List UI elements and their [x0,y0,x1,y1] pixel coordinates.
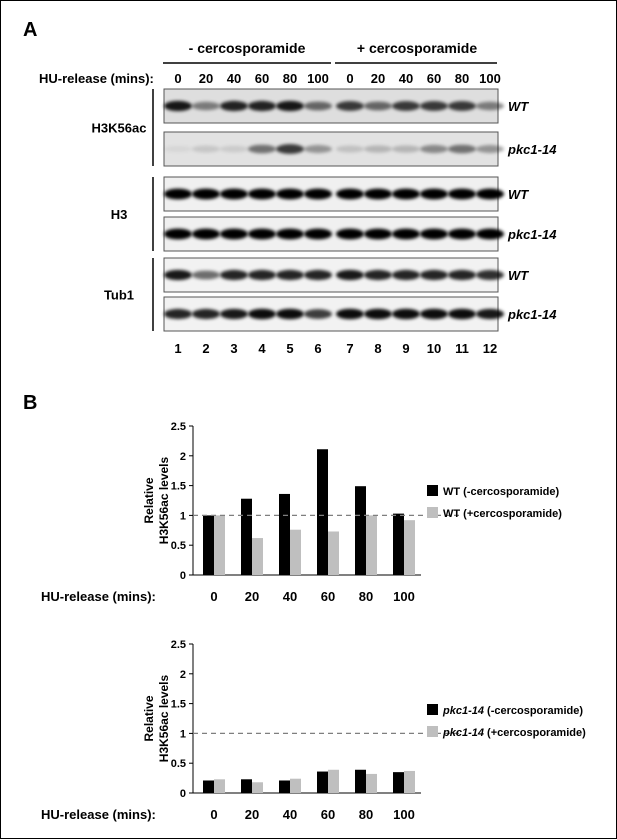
bar [279,780,290,793]
x-tick-label: 40 [282,807,298,822]
blot-band [304,309,332,319]
strain-label: pkc1-14 [508,307,557,322]
bar [328,531,339,575]
blot-band [192,271,220,280]
blot-band [336,101,364,111]
blot-band [476,145,504,153]
x-tick-label: 60 [320,589,336,604]
panel-a-label: A [23,19,38,41]
legend-condition: (+cercosporamide) [460,508,562,520]
y-tick-label: 0 [179,788,186,800]
time-label: 100 [479,71,501,86]
blot-band [304,270,332,280]
strain-label: pkc1-14 [508,142,557,157]
lane-number: 10 [426,341,442,356]
legend-condition: (+cercosporamide) [483,727,586,739]
blot-band [336,145,364,152]
legend-entry [442,727,586,739]
bar-chart [41,639,586,822]
blot-band [420,145,448,153]
legend-condition: (-cercosporamide) [483,705,584,717]
blot-band [304,102,332,111]
blot-group-label: Tub1 [103,287,135,303]
blot-band [420,229,448,240]
blot-band [392,101,420,111]
bar [366,515,377,575]
blot-band [276,229,304,240]
y-tick-label: 2 [179,668,186,681]
bar [366,774,377,793]
time-label: 0 [174,71,182,86]
blot-band [220,229,248,240]
minus-cercosporamide-header: - cercosporamide [188,40,306,56]
bar [203,515,214,575]
blot-band [248,145,276,154]
strain-label: WT [508,187,529,202]
blot-band [420,101,448,111]
legend-strain: pkc1-14 [443,705,484,717]
x-axis-label: HU-release (mins): [41,807,156,822]
bar [290,779,301,793]
panel-b-label: B [23,392,38,414]
y-axis-label-line2: H3K56ac levels [157,456,171,545]
plus-cercosporamide-header: + cercosporamide [356,40,478,56]
blot-band [448,189,476,200]
figure-canvas [1,1,617,840]
y-tick-label: 2 [179,450,186,463]
lane-number: 11 [455,341,469,356]
blot-band [220,309,248,319]
bar [290,530,301,575]
y-tick-label: 1.5 [170,480,186,493]
blot-band [420,270,448,280]
legend-entry [442,705,583,717]
blot-band [276,101,304,111]
x-axis-label: HU-release (mins): [41,589,156,604]
bar [404,771,415,793]
y-axis-label-line1: Relative [142,477,156,524]
x-tick-label: 40 [282,589,298,604]
blot-band [448,309,476,320]
y-axis-label [142,674,171,762]
blot-band [304,145,332,153]
blot-band [164,146,192,153]
blot-band [336,229,364,240]
x-tick-label: 80 [358,807,374,822]
blot-band [248,309,276,320]
strain-label: pkc1-14 [508,227,557,242]
bar [241,779,252,793]
blot-band [364,270,392,280]
bar [279,494,290,575]
blot-band [192,146,220,153]
blot-band [164,270,192,280]
time-label: 100 [307,71,329,86]
blot-band [304,229,332,240]
bar [355,770,366,793]
time-label: 40 [398,71,414,86]
blot-band [448,101,476,111]
time-label: 60 [254,71,270,86]
legend-strain: WT [443,508,461,520]
bar [203,780,214,793]
lane-number: 9 [402,341,410,356]
lane-number: 8 [374,341,382,356]
blot-band [364,189,392,200]
x-tick-label: 100 [393,589,415,604]
bar-chart [41,421,562,604]
legend-swatch [427,485,438,496]
time-label: 60 [426,71,442,86]
bar [404,520,415,575]
blot-band [164,189,192,200]
time-label: 80 [282,71,298,86]
strain-label: WT [508,268,529,283]
y-axis-label-line2: H3K56ac levels [157,674,171,763]
time-label: 0 [346,71,354,86]
y-tick-label: 0.5 [170,540,186,553]
bar [317,772,328,793]
x-tick-label: 20 [244,589,260,604]
bar [214,515,225,575]
blot-band [164,229,192,240]
bar [328,770,339,793]
blot-band [220,101,248,111]
blot-group-label: H3K56ac [91,120,147,136]
x-tick-label: 0 [210,807,218,822]
y-axis-label [142,456,171,544]
blot-band [164,309,192,319]
bar [214,779,225,793]
x-tick-label: 0 [210,589,218,604]
blot-band [192,229,220,240]
bar [252,782,263,793]
strain-label: WT [508,99,529,114]
lane-number: 1 [174,341,182,356]
bar [393,772,404,793]
time-label: 20 [370,71,386,86]
lane-number: 6 [314,341,322,356]
blot-band [476,189,504,200]
blot-band [364,102,392,111]
blot-band [220,146,248,153]
bar [317,449,328,575]
blot-band [392,145,420,152]
blot-band [304,189,332,200]
blot-band [336,270,364,280]
x-tick-label: 100 [393,807,415,822]
y-tick-label: 0 [179,570,186,582]
y-tick-label: 2.5 [170,421,186,433]
blot-band [248,270,276,280]
lane-number: 3 [230,341,238,356]
blot-band [248,189,276,200]
blot-band [364,229,392,240]
y-axis-label-line1: Relative [142,695,156,742]
blot-band [276,144,304,154]
legend-swatch [427,726,438,737]
blot-band [392,309,420,320]
blot-band [276,270,304,280]
blot-band [276,189,304,200]
blot-band [192,309,220,319]
bar [241,499,252,575]
blot-band [164,101,192,111]
blot-band [392,270,420,280]
blot-band [420,189,448,200]
blot-band [392,189,420,200]
bar [355,486,366,575]
time-label: 80 [454,71,470,86]
blot-band [248,101,276,111]
blot-band [220,189,248,200]
blot-group-label: H3 [110,207,128,222]
blot-band [276,309,304,320]
blot-band [392,229,420,240]
legend-condition: (-cercosporamide) [460,486,560,498]
y-tick-label: 1 [179,728,186,741]
lane-number: 2 [202,341,210,356]
time-label: 20 [198,71,214,86]
hu-release-label-a: HU-release (mins): [39,71,154,86]
blot-band [248,229,276,240]
blot-band [220,270,248,280]
blot-band [448,229,476,240]
x-tick-label: 20 [244,807,260,822]
y-tick-label: 1 [179,510,186,523]
x-tick-label: 60 [320,807,336,822]
legend-strain: pkc1-14 [443,727,484,739]
legend-swatch [427,507,438,518]
bar [393,514,404,575]
blot-band [420,309,448,320]
blot-band [448,145,476,154]
blot-band [476,270,504,280]
y-tick-label: 0.5 [170,758,186,771]
blot-band [336,189,364,200]
blot-band [448,270,476,280]
lane-number: 5 [286,341,294,356]
time-label: 40 [226,71,242,86]
blot-band [192,189,220,200]
blot-band [364,145,392,152]
blot-band [336,309,364,320]
x-tick-label: 80 [358,589,374,604]
legend-entry [443,486,559,498]
bar [252,538,263,575]
blot-band [476,102,504,110]
lane-number: 4 [258,341,266,356]
blot-band [476,229,504,240]
blot-band [364,309,392,320]
lane-number: 12 [482,341,498,356]
y-tick-label: 1.5 [170,698,186,711]
blot-band [476,309,504,319]
legend-swatch [427,704,438,715]
lane-number: 7 [346,341,354,356]
legend-strain: WT [443,486,461,498]
legend-entry [443,508,562,520]
blot-band [192,102,220,110]
y-tick-label: 2.5 [170,639,186,651]
